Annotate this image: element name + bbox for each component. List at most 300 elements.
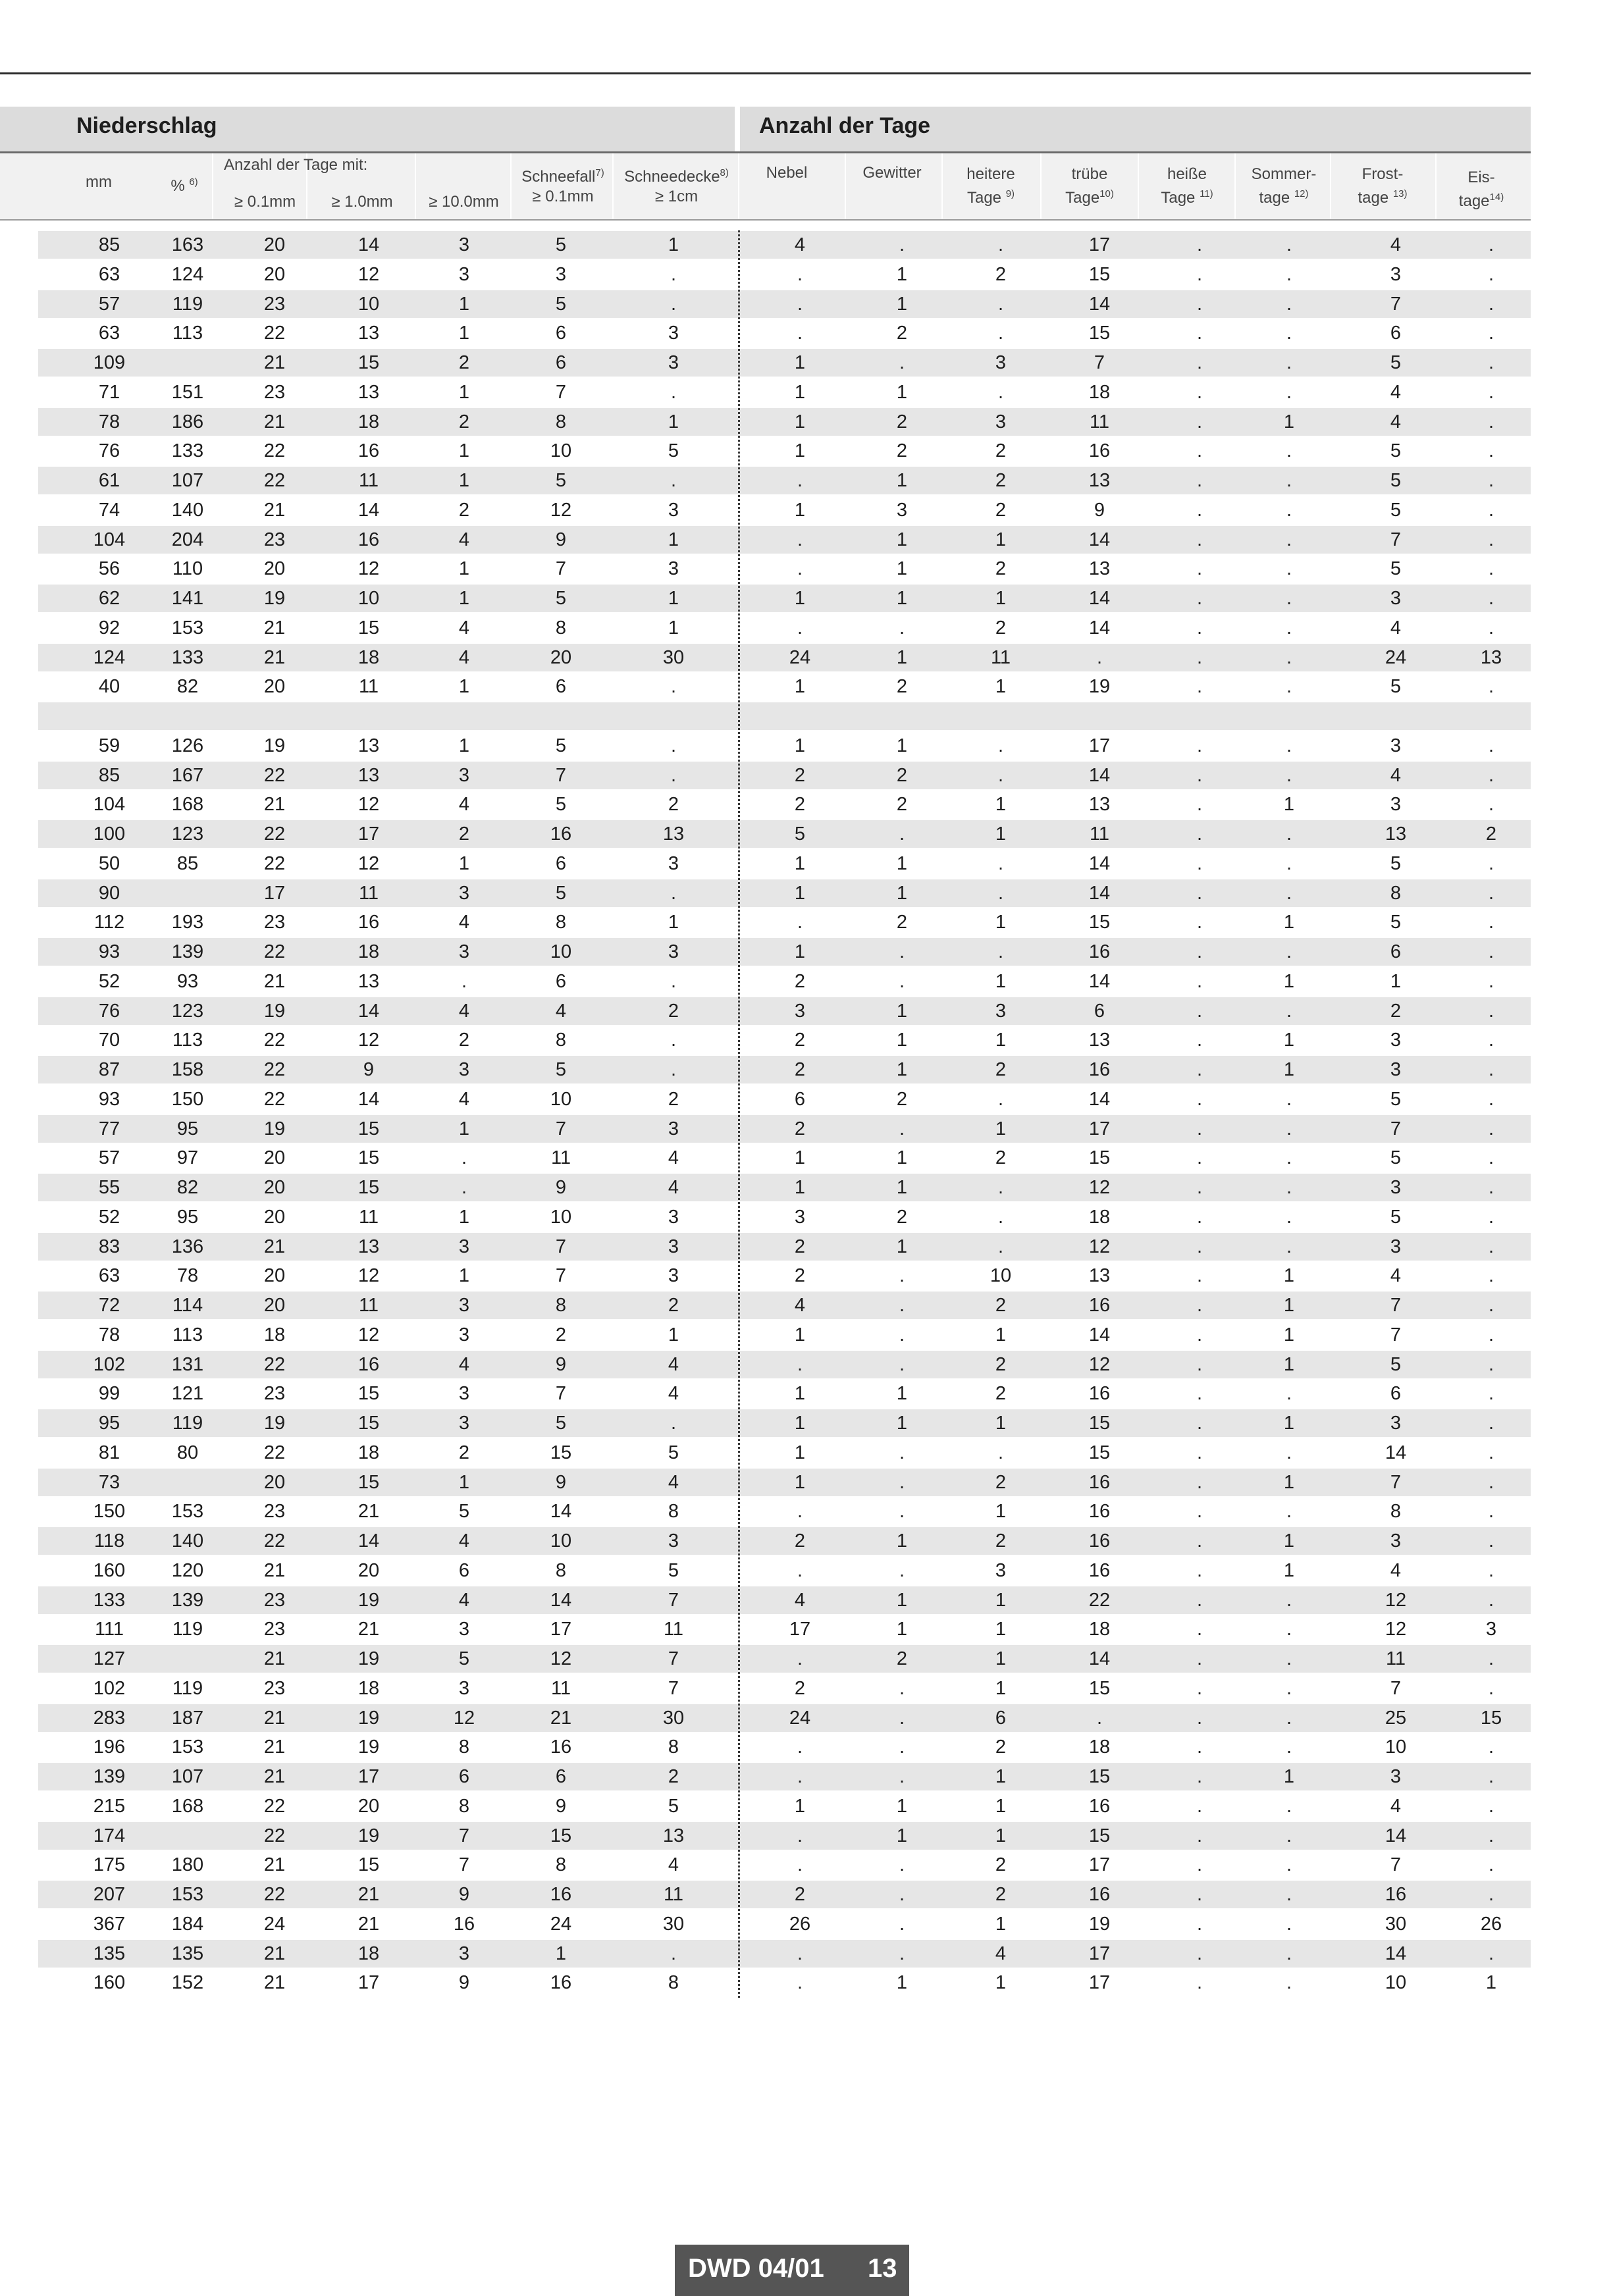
table-cell: 124: [93, 646, 126, 668]
table-cell: 3: [1390, 1766, 1402, 1787]
table-cell: .: [670, 676, 677, 698]
table-cell: 24: [263, 1913, 286, 1935]
table-cell: 3: [668, 1236, 679, 1257]
table-cell: 90: [98, 882, 120, 904]
table-cell: 2: [458, 1030, 470, 1051]
table-cell: 4: [668, 1383, 679, 1405]
table-cell: 9: [363, 1059, 375, 1080]
col-header-hot: heiße Tage $^{11)}$: [1161, 165, 1213, 207]
table-cell: 1: [1283, 1766, 1295, 1787]
table-cell: 16: [1088, 440, 1111, 462]
table-cell: 18: [1088, 1206, 1111, 1228]
table-cell: 2: [794, 970, 806, 992]
table-cell: 1: [995, 1118, 1007, 1139]
table-cell: 4: [458, 1589, 470, 1611]
table-cell: .: [1096, 646, 1103, 668]
table-cell: 3: [995, 1559, 1007, 1581]
table-cell: 15: [1088, 912, 1111, 933]
table-cell: .: [1488, 1383, 1494, 1405]
table-cell: 2: [794, 1265, 806, 1287]
table-cell: 2: [668, 794, 679, 816]
table-cell: .: [1286, 440, 1292, 462]
table-cell: 16: [1385, 1884, 1407, 1905]
table-cell: 12: [1088, 1353, 1111, 1375]
table-cell: 2: [794, 1030, 806, 1051]
table-cell: 14: [1088, 293, 1111, 315]
table-cell: 3: [458, 1324, 470, 1345]
table-cell: 1: [896, 1825, 908, 1846]
table-cell: 4: [458, 617, 470, 639]
table-cell: 1: [896, 1413, 908, 1434]
table-cell: .: [1488, 470, 1494, 491]
table-cell: 1: [668, 588, 679, 609]
table-cell: 167: [171, 764, 204, 786]
table-cell: 7: [555, 558, 567, 580]
table-cell: 52: [98, 970, 120, 992]
table-cell: 2: [896, 1088, 908, 1110]
table-cell: 283: [93, 1707, 126, 1729]
table-cell: 22: [263, 941, 286, 962]
table-cell: 16: [1088, 1383, 1111, 1405]
table-cell: 4: [668, 1177, 679, 1198]
table-cell: .: [1286, 1383, 1292, 1405]
table-cell: 5: [555, 882, 567, 904]
table-cell: 11: [358, 470, 379, 491]
table-cell: .: [1286, 882, 1292, 904]
table-cell: 2: [995, 263, 1007, 285]
table-cell: 16: [1088, 1471, 1111, 1493]
top-rule: [0, 72, 1531, 74]
table-cell: 85: [176, 852, 199, 874]
table-cell: .: [1488, 794, 1494, 816]
table-cell: .: [1488, 1206, 1494, 1228]
table-cell: .: [997, 1442, 1004, 1463]
table-cell: 5: [1390, 676, 1402, 698]
table-cell: 3: [1485, 1619, 1497, 1640]
table-cell: .: [1286, 1147, 1292, 1169]
table-cell: 3: [668, 1118, 679, 1139]
table-cell: 5: [555, 1413, 567, 1434]
table-cell: 3: [995, 1000, 1007, 1022]
table-cell: 22: [263, 1884, 286, 1905]
table-cell: .: [670, 1030, 677, 1051]
table-cell: 5: [1390, 1206, 1402, 1228]
table-cell: .: [1286, 1442, 1292, 1463]
table-cell: 139: [93, 1766, 126, 1787]
table-cell: 24: [1385, 646, 1407, 668]
table-cell: .: [1196, 1825, 1203, 1846]
table-cell: 14: [550, 1501, 572, 1523]
table-cell: 22: [263, 1795, 286, 1817]
table-cell: 10: [357, 588, 380, 609]
table-cell: 3: [458, 263, 470, 285]
table-cell: 2: [458, 352, 470, 373]
table-cell: 14: [1385, 1442, 1407, 1463]
table-cell: 13: [357, 381, 380, 403]
table-cell: .: [1196, 470, 1203, 491]
table-cell: 30: [662, 1707, 685, 1729]
table-cell: 3: [458, 1295, 470, 1316]
table-cell: 14: [1385, 1943, 1407, 1964]
table-cell: 95: [176, 1118, 199, 1139]
table-cell: 15: [1088, 1442, 1111, 1463]
table-cell: 2: [668, 1766, 679, 1787]
table-cell: 6: [555, 1766, 567, 1787]
table-cell: 100: [93, 823, 126, 845]
table-cell: 6: [1390, 1383, 1402, 1405]
table-cell: 187: [171, 1707, 204, 1729]
table-cell: 1: [896, 588, 908, 609]
table-cell: .: [1286, 941, 1292, 962]
table-cell: 6: [555, 852, 567, 874]
table-cell: 14: [1088, 1088, 1111, 1110]
table-cell: 13: [357, 735, 380, 756]
table-cell: 3: [1390, 1236, 1402, 1257]
table-cell: 113: [172, 1030, 203, 1051]
table-cell: 2: [794, 794, 806, 816]
table-cell: 20: [263, 558, 286, 580]
table-cell: 83: [98, 1236, 120, 1257]
table-cell: 1: [1283, 411, 1295, 432]
table-cell: 62: [98, 588, 120, 609]
table-cell: 22: [263, 852, 286, 874]
table-cell: 22: [263, 323, 286, 344]
col-header-ge100: ≥ 10.0mm: [429, 193, 499, 211]
table-cell: .: [899, 1324, 905, 1345]
table-cell: 2: [995, 1059, 1007, 1080]
table-cell: .: [1286, 558, 1292, 580]
table-cell: .: [1196, 1265, 1203, 1287]
table-cell: .: [1286, 1854, 1292, 1876]
table-cell: 10: [550, 941, 572, 962]
table-cell: 1: [668, 234, 679, 255]
table-cell: 367: [93, 1913, 126, 1935]
table-cell: 7: [1390, 293, 1402, 315]
table-cell: .: [1286, 1206, 1292, 1228]
table-cell: 93: [98, 1088, 120, 1110]
table-cell: 18: [357, 1677, 380, 1699]
table-cell: 2: [995, 1471, 1007, 1493]
table-cell: 2: [995, 440, 1007, 462]
table-cell: .: [899, 617, 905, 639]
table-cell: .: [1196, 1736, 1203, 1758]
table-cell: 15: [357, 1147, 380, 1169]
table-cell: 3: [458, 941, 470, 962]
table-cell: .: [1196, 440, 1203, 462]
table-cell: 133: [171, 646, 204, 668]
table-cell: 1: [458, 1206, 470, 1228]
table-cell: 19: [357, 1736, 380, 1758]
table-cell: 76: [98, 440, 120, 462]
table-cell: 17: [357, 1766, 380, 1787]
table-cell: .: [1196, 1795, 1203, 1817]
table-cell: 8: [555, 1295, 567, 1316]
table-cell: 5: [668, 1442, 679, 1463]
table-cell: 102: [93, 1353, 126, 1375]
table-cell: 16: [550, 823, 572, 845]
table-cell: 1: [458, 470, 470, 491]
table-cell: .: [1286, 1648, 1292, 1669]
table-cell: .: [899, 823, 905, 845]
section-divider-dotted: [738, 230, 740, 1998]
table-cell: 3: [995, 411, 1007, 432]
table-cell: 1: [896, 1383, 908, 1405]
table-cell: 78: [98, 411, 120, 432]
table-cell: 16: [357, 440, 380, 462]
table-cell: 5: [555, 735, 567, 756]
table-cell: 2: [668, 1000, 679, 1022]
table-cell: 24: [789, 1707, 811, 1729]
table-cell: .: [1286, 1501, 1292, 1523]
table-cell: 16: [453, 1913, 475, 1935]
table-cell: 1: [458, 1471, 470, 1493]
table-cell: 168: [171, 1795, 204, 1817]
table-cell: .: [1286, 1884, 1292, 1905]
table-cell: .: [670, 764, 677, 786]
table-cell: 7: [555, 764, 567, 786]
table-cell: .: [1488, 1736, 1494, 1758]
table-cell: 1: [555, 1943, 567, 1964]
table-cell: 5: [668, 1559, 679, 1581]
col-header-ice: Eis- tage$^{14)}$: [1458, 169, 1504, 210]
table-cell: 10: [990, 1265, 1012, 1287]
table-cell: 3: [1390, 1059, 1402, 1080]
table-cell: 7: [1390, 529, 1402, 550]
table-cell: .: [899, 970, 905, 992]
table-cell: 1: [794, 352, 806, 373]
table-cell: 19: [263, 735, 286, 756]
table-cell: 8: [1390, 1501, 1402, 1523]
table-cell: .: [1488, 1648, 1494, 1669]
table-cell: 23: [263, 1589, 286, 1611]
table-cell: 6: [555, 323, 567, 344]
table-cell: 1: [896, 529, 908, 550]
table-cell: .: [1196, 1589, 1203, 1611]
table-cell: .: [1196, 1236, 1203, 1257]
table-cell: 63: [98, 263, 120, 285]
table-cell: 15: [357, 1471, 380, 1493]
table-cell: 1: [995, 823, 1007, 845]
table-cell: 160: [93, 1972, 126, 1994]
table-cell: 8: [555, 1559, 567, 1581]
table-cell: 21: [263, 1559, 286, 1581]
table-cell: 21: [263, 1707, 286, 1729]
table-cell: 5: [668, 1795, 679, 1817]
table-cell: 3: [794, 1000, 806, 1022]
table-cell: 1: [995, 1795, 1007, 1817]
table-cell: .: [1196, 1913, 1203, 1935]
table-cell: 1: [1283, 1559, 1295, 1581]
table-cell: 2: [995, 1530, 1007, 1552]
table-cell: 119: [172, 293, 203, 315]
table-cell: .: [1286, 1236, 1292, 1257]
table-cell: .: [797, 558, 803, 580]
table-cell: 2: [896, 1648, 908, 1669]
table-cell: 1: [896, 1530, 908, 1552]
table-cell: .: [797, 470, 803, 491]
table-cell: 3: [1390, 263, 1402, 285]
table-cell: 1: [995, 1501, 1007, 1523]
table-cell: 21: [263, 794, 286, 816]
table-cell: 1: [896, 882, 908, 904]
table-cell: 7: [555, 381, 567, 403]
table-cell: 111: [94, 1619, 124, 1640]
table-cell: 1: [1283, 1530, 1295, 1552]
table-cell: 4: [995, 1943, 1007, 1964]
table-cell: 21: [263, 617, 286, 639]
table-cell: .: [997, 735, 1004, 756]
table-cell: 15: [1088, 263, 1111, 285]
table-cell: 5: [1390, 852, 1402, 874]
table-cell: 124: [171, 263, 204, 285]
table-cell: .: [1196, 1324, 1203, 1345]
table-cell: 11: [1089, 411, 1110, 432]
table-cell: 107: [171, 470, 204, 491]
table-cell: 2: [995, 1736, 1007, 1758]
table-cell: 1: [896, 1030, 908, 1051]
table-cell: 133: [171, 440, 204, 462]
table-cell: .: [1488, 1943, 1494, 1964]
table-cell: 16: [1088, 1795, 1111, 1817]
table-cell: 121: [171, 1383, 204, 1405]
table-cell: .: [797, 263, 803, 285]
table-cell: 1: [794, 735, 806, 756]
col-sep: [941, 153, 943, 219]
table-cell: 15: [1088, 1147, 1111, 1169]
table-cell: 175: [93, 1854, 126, 1876]
table-cell: .: [670, 381, 677, 403]
table-cell: 150: [171, 1088, 204, 1110]
days-section-title: Anzahl der Tage: [759, 113, 931, 138]
table-cell: 20: [263, 1295, 286, 1316]
table-cell: 4: [1390, 617, 1402, 639]
table-cell: .: [1488, 293, 1494, 315]
table-cell: 5: [1390, 1353, 1402, 1375]
table-cell: 119: [172, 1619, 203, 1640]
col-sep: [1234, 153, 1236, 219]
table-cell: 196: [93, 1736, 126, 1758]
table-cell: .: [1488, 1825, 1494, 1846]
table-cell: .: [899, 1766, 905, 1787]
table-cell: 150: [93, 1501, 126, 1523]
table-cell: 20: [263, 1471, 286, 1493]
table-cell: 5: [555, 470, 567, 491]
table-cell: .: [1286, 617, 1292, 639]
table-cell: 10: [357, 293, 380, 315]
table-cell: 3: [668, 499, 679, 521]
table-cell: .: [1196, 588, 1203, 609]
table-cell: 136: [171, 1236, 204, 1257]
table-cell: 17: [1088, 1854, 1111, 1876]
table-cell: 4: [458, 912, 470, 933]
table-cell: 7: [458, 1825, 470, 1846]
table-cell: 1: [995, 1648, 1007, 1669]
table-cell: 3: [668, 1206, 679, 1228]
col-header-ge01: ≥ 0.1mm: [234, 193, 296, 211]
table-cell: 1: [896, 852, 908, 874]
table-cell: 6: [458, 1559, 470, 1581]
table-cell: .: [797, 529, 803, 550]
table-cell: 1: [458, 852, 470, 874]
table-cell: 9: [458, 1972, 470, 1994]
table-cell: 1: [794, 941, 806, 962]
table-cell: 2: [995, 1383, 1007, 1405]
table-cell: 2: [995, 470, 1007, 491]
table-cell: 20: [263, 1206, 286, 1228]
table-cell: 18: [1088, 1736, 1111, 1758]
table-cell: 168: [171, 794, 204, 816]
table-cell: 16: [1088, 1059, 1111, 1080]
table-cell: 17: [357, 823, 380, 845]
table-cell: 10: [550, 1206, 572, 1228]
table-cell: 78: [98, 1324, 120, 1345]
table-cell: 12: [357, 794, 380, 816]
table-cell: 13: [357, 323, 380, 344]
table-cell: .: [1196, 411, 1203, 432]
table-cell: 2: [896, 912, 908, 933]
table-cell: .: [1286, 1088, 1292, 1110]
table-cell: 2: [794, 1236, 806, 1257]
table-cell: 11: [663, 1884, 684, 1905]
table-cell: .: [1286, 676, 1292, 698]
table-cell: 3: [794, 1206, 806, 1228]
table-cell: 1: [458, 588, 470, 609]
table-cell: 11: [358, 882, 379, 904]
table-cell: .: [1196, 1059, 1203, 1080]
col-header-snowfall: Schneefall$^{7)}$ ≥ 0.1mm: [521, 167, 604, 205]
table-cell: 13: [1088, 470, 1111, 491]
table-cell: 8: [1390, 882, 1402, 904]
table-cell: 12: [357, 1324, 380, 1345]
table-cell: 8: [555, 1854, 567, 1876]
table-cell: .: [1286, 293, 1292, 315]
table-cell: 21: [263, 1854, 286, 1876]
table-cell: .: [899, 941, 905, 962]
table-cell: 1: [794, 1324, 806, 1345]
table-cell: 10: [1385, 1736, 1407, 1758]
table-cell: 13: [1480, 646, 1502, 668]
table-cell: .: [1488, 1501, 1494, 1523]
table-cell: .: [1488, 411, 1494, 432]
table-cell: 8: [458, 1736, 470, 1758]
table-cell: 4: [458, 529, 470, 550]
table-cell: 139: [171, 941, 204, 962]
table-cell: .: [1196, 1383, 1203, 1405]
table-cell: .: [1196, 617, 1203, 639]
table-cell: .: [899, 1118, 905, 1139]
table-cell: .: [1488, 499, 1494, 521]
table-cell: 1: [896, 558, 908, 580]
table-cell: 14: [357, 1088, 380, 1110]
col-header-ge10: ≥ 1.0mm: [331, 193, 393, 211]
table-cell: 7: [1390, 1295, 1402, 1316]
table-cell: .: [1196, 646, 1203, 668]
table-cell: 11: [990, 646, 1011, 668]
table-cell: 16: [1088, 1295, 1111, 1316]
table-cell: 3: [458, 1383, 470, 1405]
table-cell: 127: [93, 1648, 126, 1669]
table-cell: 16: [1088, 941, 1111, 962]
table-cell: 22: [1088, 1589, 1111, 1611]
table-cell: .: [1488, 1000, 1494, 1022]
precip-section-title: Niederschlag: [76, 113, 217, 138]
table-cell: 2: [995, 1353, 1007, 1375]
table-cell: .: [997, 1206, 1004, 1228]
table-cell: 4: [458, 646, 470, 668]
table-cell: 15: [357, 1854, 380, 1876]
table-cell: 73: [98, 1471, 120, 1493]
table-cell: 78: [176, 1265, 199, 1287]
